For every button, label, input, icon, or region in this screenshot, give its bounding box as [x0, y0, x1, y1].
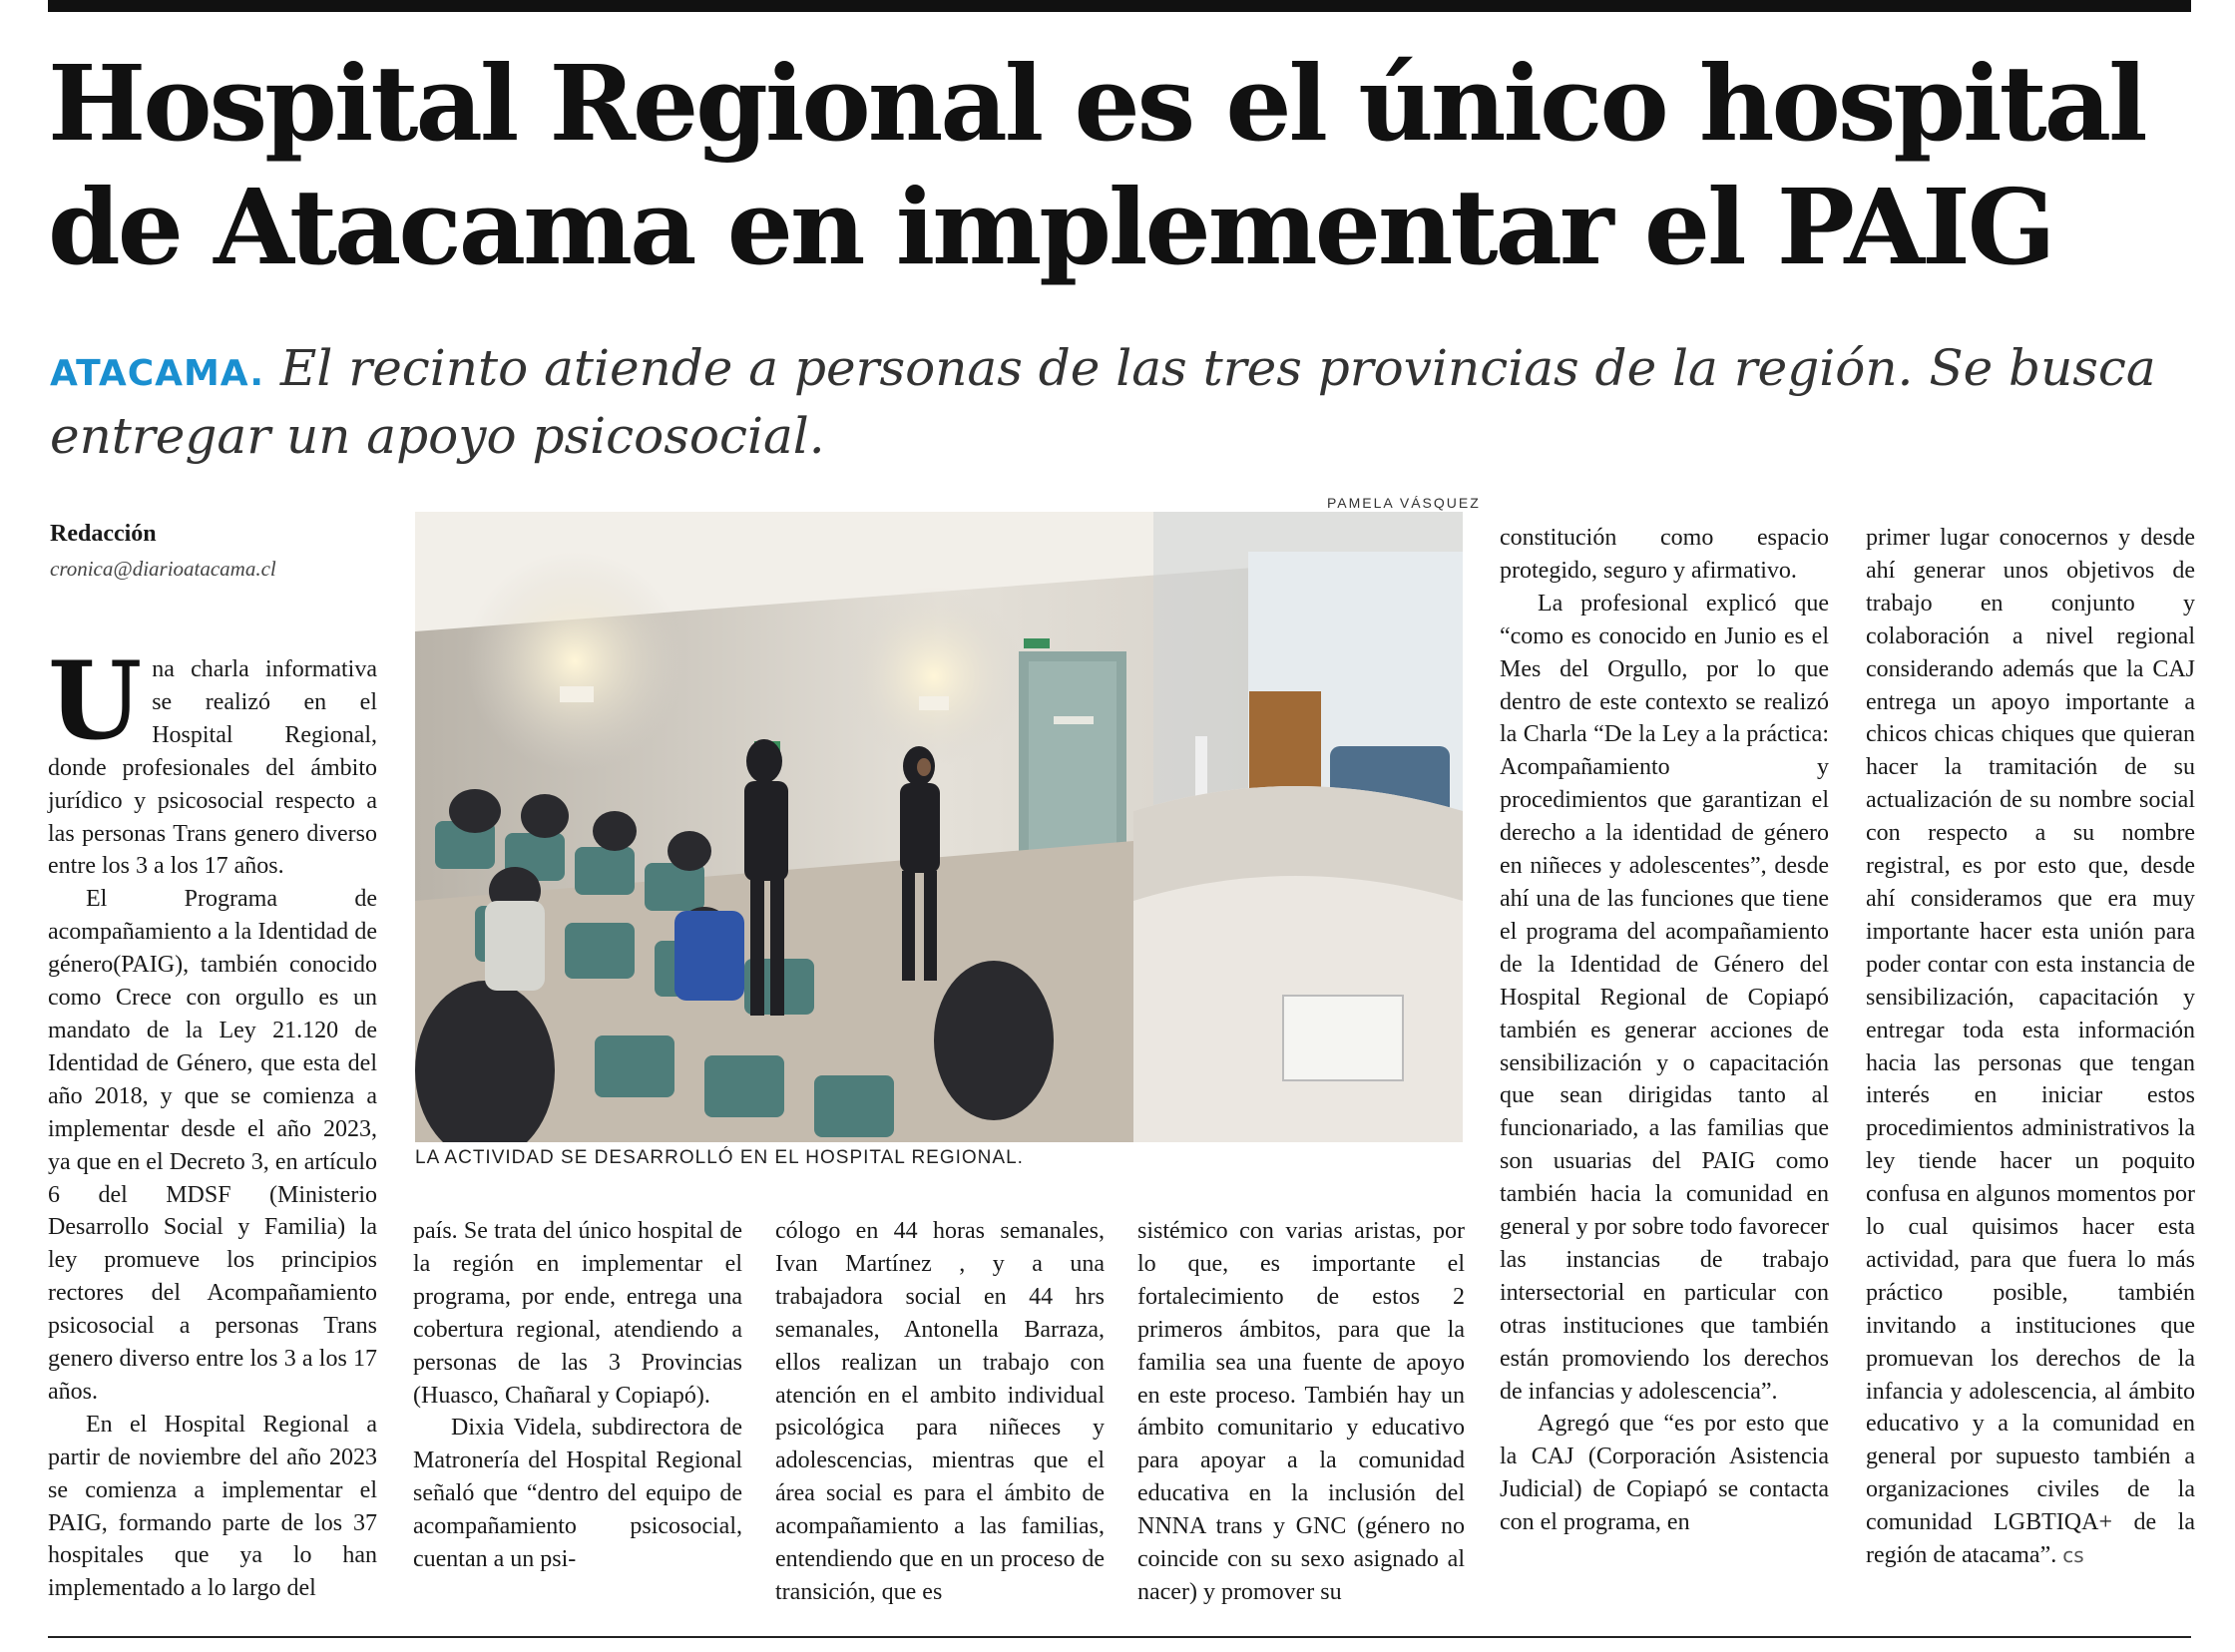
deck: [50, 337, 2195, 467]
paragraph: [1866, 522, 2195, 1572]
drop-cap: U: [48, 638, 143, 764]
paragraph: En el Hospital Regional a partir de noviembre del año 2023 se comienza a implementar el PAIG, formando parte de los 37 hospitales que ya lo han implementado a lo largo del: [48, 1411, 377, 1602]
bottom-rule: [48, 1636, 2191, 1638]
paragraph: [48, 638, 377, 883]
paragraph: cólogo en 44 horas semanales, Ivan Martínez , y a una trabajadora social en 44 hrs semanales, Antonella Barraza, ellos realizan un trabajo con atención en el ambito individual psicológica para niñeces y adolescencias, mientras que el área social es para el ámbito de acompañamiento a las familias, entendiendo que en un proceso de transición, que es: [775, 1218, 1105, 1605]
column-6: [1866, 522, 2195, 1572]
deck-text: El recinto atiende a personas de las tres provincias de la región. Se busca entregar un apoyo psicosocial.: [50, 339, 2156, 465]
article-photo: [415, 512, 1463, 1142]
paragraph: Agregó que “es por esto que la CAJ (Corporación Asistencia Judicial) de Copiapó se contacta con el programa, en: [1500, 1411, 1829, 1536]
paragraph: El Programa de acompañamiento a la Identidad de género(PAIG), también conocido como Crece con orgullo es un mandato de la Ley 21.120 de Identidad de Género, que esta del año 2018, y que se comienza a implementar desde el año 2023, ya que en el Decreto 3, en artículo 6 del MDSF (Ministerio Desarrollo Social y Familia) la ley promueve los principios rectores del Acompañamiento psicosocial a personas Trans genero diverso entre los 3 a los 17 años.: [48, 886, 377, 1405]
photo-credit: PAMELA VÁSQUEZ: [1327, 495, 1481, 511]
column-2: [413, 1215, 742, 1576]
paragraph-text: primer lugar conocernos y desde ahí generar unos objetivos de trabajo en conjunto y colaboración a nivel regional considerando además que la CAJ entrega un apoyo importante a chicos chicas chiques que quieran hacer la tramitación de su actualización de su nombre social con respecto a su nombre registral, es por esto que, desde ahí consideramos que era muy importante hacer esta unión para poder contar con esta instancia de sensibilización, capacitación y entregar toda esta información hacia las personas que tengan interés en iniciar estos procedimientos administrativos la ley tiende hacer un poquito confusa en algunos momentos por lo cual quisimos hacer esta actividad, para que fuera lo más práctico posible, también invitando a instituciones que promuevan los derechos de la infancia y adolescencia, al ámbito educativo y a la comunidad en general por supuesto también a organizaciones civiles de la comunidad LGBTIQA+ de la región de atacama”.: [1866, 525, 2195, 1569]
column-1: [48, 638, 377, 1605]
top-rule: [48, 0, 2191, 12]
auditorium-illustration: [415, 512, 1463, 1142]
column-5: [1500, 522, 1829, 1539]
deck-place: ATACAMA.: [50, 353, 264, 394]
column-3: [775, 1215, 1105, 1609]
byline-author: Redacción: [50, 521, 157, 547]
paragraph: sistémico con varias aristas, por lo que, es importante el fortalecimiento de estos 2 primeros ámbitos, para que la familia sea una fuente de apoyo en este proceso. También hay un ámbito comunitario y educativo para apoyar a la comunidad educativa en la inclusión del NNNA trans y GNC (género no coincide con su sexo asignado al nacer) y promover su: [1137, 1218, 1465, 1605]
column-4: [1137, 1215, 1465, 1609]
paragraph: Dixia Videla, subdirectora de Matronería del Hospital Regional señaló que “dentro del equipo de acompañamiento psicosocial, cuentan a un psi-: [413, 1415, 742, 1573]
paragraph: constitución como espacio protegido, seguro y afirmativo.: [1500, 525, 1829, 584]
paragraph: La profesional explicó que “como es conocido en Junio es el Mes del Orgullo, por lo que dentro de este contexto se realizó la Charla “De la Ley a la práctica: Acompañamiento y procedimientos que garantizan el derecho a la identidad de género en niñeces y adolescentes”, desde ahí una de las funciones que tiene el programa del acompañamiento de la Identidad de Género del Hospital Regional de Copiapó también es generar acciones de sensibilización y o capacitación que sean dirigidas tanto al funcionariado, a las familias que son usuarias del PAIG como también hacia la comunidad en general y por sobre todo favorecer las instancias de trabajo intersectorial en particular con otras instituciones que también están promoviendo los derechos de infancias y adolescencia”.: [1500, 590, 1829, 1405]
headline: Hospital Regional es el único hospital de Atacama en implementar el PAIG: [48, 42, 2145, 288]
photo-caption: LA ACTIVIDAD SE DESARROLLÓ EN EL HOSPITAL REGIONAL.: [415, 1147, 1024, 1168]
byline-email[interactable]: cronica@diarioatacama.cl: [50, 557, 276, 581]
paragraph-text: na charla informativa se realizó en el Hospital Regional, donde profesionales del ámbito jurídico y psicosocial respecto a las personas Trans genero diverso entre los 3 a los 17 años.: [48, 656, 377, 880]
paragraph: país. Se trata del único hospital de la región en implementar el programa, por ende, entrega una cobertura regional, atendiendo a personas de las 3 Provincias (Huasco, Chañaral y Copiapó).: [413, 1218, 742, 1409]
end-mark-icon: cs: [2062, 1543, 2084, 1568]
